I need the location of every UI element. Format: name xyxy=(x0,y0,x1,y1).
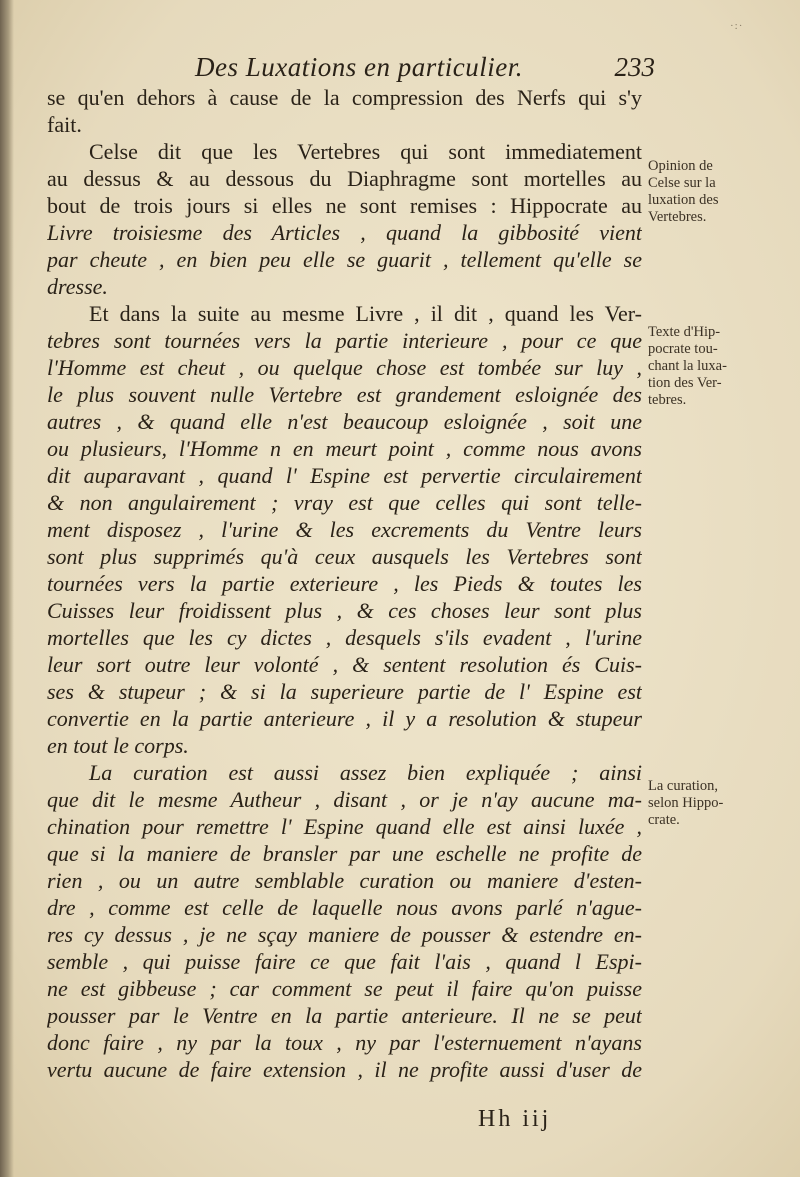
text-line: Et dans la suite au mesme Livre , il dit , quand les Ver- xyxy=(89,301,642,326)
text-line: donc faire , ny par la toux , ny par l'esternuement n'ayans xyxy=(47,1030,642,1055)
decorative-mark-icon: ·:· xyxy=(730,20,744,32)
margin-note-line: Vertebres. xyxy=(648,209,707,225)
margin-note-line: tebres. xyxy=(648,392,687,408)
page-number: 233 xyxy=(614,52,655,82)
text-line: le plus souvent nulle Vertebre est grandement esloignée des xyxy=(47,382,642,407)
text-line: que dit le mesme Autheur , disant , or je n'ay aucune ma- xyxy=(47,787,642,812)
text-line: dit auparavant , quand l' Espine est pervertie circulairement xyxy=(47,463,642,488)
signature-mark: Hh iij xyxy=(478,1106,552,1132)
text-line: res cy dessus , je ne sçay maniere de pousser & estendre en- xyxy=(47,922,642,947)
text-line: Cuisses leur froidissent plus , & ces choses leur sont plus xyxy=(47,598,642,623)
text-line: que si la maniere de bransler par une eschelle ne profite de xyxy=(47,841,642,866)
margin-note-line: luxation des xyxy=(648,192,719,208)
text-line: rien , ou un autre semblable curation ou maniere d'esten- xyxy=(47,868,642,893)
book-gutter xyxy=(0,0,14,1177)
margin-note-line: chant la luxa- xyxy=(648,358,727,374)
text-line: convertie en la partie anterieure , il y a resolution & stupeur xyxy=(47,706,642,731)
margin-note-line: La curation, xyxy=(648,778,719,794)
text-line: ou plusieurs, l'Homme n en meurt point , comme nous avons xyxy=(47,436,642,461)
margin-note-curation xyxy=(648,778,766,829)
text-line: mortelles que les cy dictes , desquels s'ils evadent , l'urine xyxy=(47,625,642,650)
page-header xyxy=(195,52,655,86)
body-text xyxy=(47,84,642,1083)
text-line: dre , comme est celle de laquelle nous avons parlé n'ague- xyxy=(47,895,642,920)
margin-note-line: crate. xyxy=(648,812,680,828)
text-line: La curation est aussi assez bien expliquée ; ainsi xyxy=(89,760,642,785)
margin-note-line: tion des Ver- xyxy=(648,375,722,391)
margin-note-line: selon Hippo- xyxy=(648,795,724,811)
margin-note-line: pocrate tou- xyxy=(648,341,718,357)
text-line: autres , & quand elle n'est beaucoup esloignée , soit une xyxy=(47,409,642,434)
text-line: se qu'en dehors à cause de la compression des Nerfs qui s'y xyxy=(47,85,642,110)
text-line: sont plus supprimés qu'à ceux ausquels les Vertebres sont xyxy=(47,544,642,569)
text-line: ment disposez , l'urine & les excrements du Ventre leurs xyxy=(47,517,642,542)
margin-note-line: Texte d'Hip- xyxy=(648,324,721,340)
text-line: bout de trois jours si elles ne sont remises : Hippocrate au xyxy=(47,193,642,218)
text-line: tournées vers la partie exterieure , les Pieds & toutes les xyxy=(47,571,642,596)
text-line: par cheute , en bien peu elle se guarit , tellement qu'elle se xyxy=(47,247,642,272)
text-line: Livre troisiesme des Articles , quand la gibbosité vient xyxy=(47,220,642,245)
text-line: & non angulairement ; vray est que celles qui sont telle- xyxy=(47,490,642,515)
text-line: dresse. xyxy=(47,274,108,299)
margin-note-line: Opinion de xyxy=(648,158,713,174)
text-line: ses & stupeur ; & si la superieure partie de l' Espine est xyxy=(47,679,642,704)
text-line: en tout le corps. xyxy=(47,733,189,758)
text-line: l'Homme est cheut , ou quelque chose est tombée sur luy , xyxy=(47,355,642,380)
text-line: chination pour remettre l' Espine quand elle est ainsi luxée , xyxy=(47,814,642,839)
text-line: leur sort outre leur volonté , & sentent resolution és Cuis- xyxy=(47,652,642,677)
text-line: pousser par le Ventre en la partie anterieure. Il ne se peut xyxy=(47,1003,642,1028)
text-line: fait. xyxy=(47,112,82,137)
margin-note-celse xyxy=(648,158,766,226)
margin-note-line: Celse sur la xyxy=(648,175,716,191)
text-line: ne est gibbeuse ; car comment se peut il faire qu'on puisse xyxy=(47,976,642,1001)
text-line: tebres sont tournées vers la partie interieure , pour ce que xyxy=(47,328,642,353)
text-line: Celse dit que les Vertebres qui sont immediatement xyxy=(89,139,642,164)
text-line: au dessus & au dessous du Diaphragme sont mortelles au xyxy=(47,166,642,191)
running-title: Des Luxations en particulier. xyxy=(195,52,523,82)
text-line: vertu aucune de faire extension , il ne profite aussi d'user de xyxy=(47,1057,642,1082)
margin-note-hippocrate-text xyxy=(648,324,766,409)
text-line: semble , qui puisse faire ce que fait l'ais , quand l Espi- xyxy=(47,949,642,974)
